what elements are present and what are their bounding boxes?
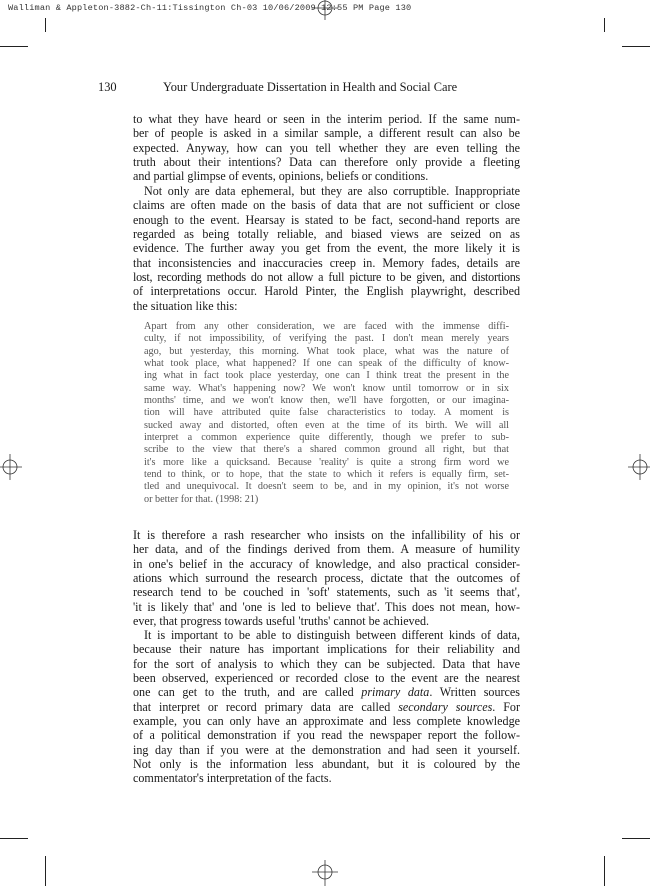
quote-line: months' time, and we won't know then, we'll have forgotten, or our imagina- xyxy=(144,395,509,407)
text-line: claims are often made on the basis of data that are not sufficient or close xyxy=(133,198,520,213)
crop-mark-top-right-v xyxy=(604,18,605,32)
text-run: . For xyxy=(492,699,520,714)
paragraph-2 xyxy=(133,184,520,313)
text-line: expected. Anyway, how can you tell whether they are even telling the xyxy=(133,140,520,155)
text-line xyxy=(133,685,520,699)
registration-mark-right xyxy=(626,454,650,480)
text-line: lost, recording methods do not allow a full picture to be given, and distortions xyxy=(133,270,520,285)
quote-line: what took place, what happened? If one can speak of the difficulty of know- xyxy=(144,358,509,370)
quote-line: scribe to the view that there's a shared common ground all right, but that xyxy=(144,444,509,456)
crop-mark-bottom-left-v xyxy=(45,856,46,886)
crop-mark-bottom-right-h xyxy=(622,838,650,839)
running-head-title: Your Undergraduate Dissertation in Health and Social Care xyxy=(163,80,458,94)
quote-line: tend to think, or to hope, that the state to which it refers is equally firm, set- xyxy=(144,469,509,481)
crop-mark-top-left-h xyxy=(0,46,28,47)
text-line: commentator's interpretation of the facts. xyxy=(133,771,332,786)
quote-line: culty, if not impossibility, of verifying the past. I don't mean merely years xyxy=(144,333,509,345)
term-primary-data: primary data xyxy=(361,685,430,700)
text-run: that interpret or record primary data are called xyxy=(133,699,399,714)
printer-slug: Walliman & Appleton-3882-Ch-11:Tissington Ch-03 10/06/2009 12:55 PM Page 130 xyxy=(8,3,412,13)
text-line xyxy=(133,700,520,714)
quote-line: interpret a common experience quite differently, though we prefer to sub- xyxy=(144,432,509,444)
page-number: 130 xyxy=(98,80,117,94)
text-line: and partial glimpse of events, opinions, beliefs or conditions. xyxy=(133,169,429,184)
text-line: ber of people is asked in a similar sample, a different result can also be xyxy=(133,126,520,141)
crop-mark-bottom-right-v xyxy=(604,856,605,886)
text-line: evidence. The further away you get from the event, the more likely it is xyxy=(133,241,520,256)
text-line: in one's belief in the accuracy of knowledge, and also practical consider- xyxy=(133,556,520,571)
quote-line: or better for that. (1998: 21) xyxy=(144,493,259,505)
text-run: . Written sources xyxy=(429,685,520,700)
text-line: ing day than if you were at the demonstration and had seen it yourself. xyxy=(133,742,520,757)
text-line: Not only are data ephemeral, but they are also corruptible. Inappropriate xyxy=(144,184,520,198)
text-line: 'it is likely that' and 'one is led to believe that'. This does not mean, how- xyxy=(133,599,520,614)
text-line: example, you can only have an approximate and less complete knowledge xyxy=(133,714,520,729)
quote-line: sucked away and distorted, often even at the time of its birth. We will all xyxy=(144,419,509,431)
quote-line: Apart from any other consideration, we are faced with the immense diffi- xyxy=(144,321,509,332)
text-line: of a political demonstration if you read the newspaper report the follow- xyxy=(133,728,520,743)
text-line: It is therefore a rash researcher who insists on the infallibility of his or xyxy=(133,528,520,542)
crop-mark-top-right-h xyxy=(622,46,650,47)
quote-line: tled and unequivocal. It doesn't seem to be, and in my opinion, it's not worse xyxy=(144,481,509,493)
text-line: It is important to be able to distinguish between different kinds of data, xyxy=(144,628,520,642)
text-line: ations which surround the research process, dictate that the outcomes of xyxy=(133,571,520,586)
registration-mark-left xyxy=(0,454,24,480)
crop-mark-bottom-left-h xyxy=(0,838,28,839)
quote-line: tion will have attributed quite false characteristics to today. A moment is xyxy=(144,407,509,419)
term-secondary-sources: secondary sources xyxy=(398,699,493,714)
paragraph-1 xyxy=(133,112,520,184)
running-head xyxy=(0,80,650,96)
text-run: one can get to the truth, and are called xyxy=(133,685,362,700)
registration-mark-bottom xyxy=(312,860,338,886)
quote-line: ago, but yesterday, this morning. What took place, what was the nature of xyxy=(144,345,509,357)
text-line: Not only is the information less abundant, but it is coloured by the xyxy=(133,757,520,772)
text-line: that inconsistencies and inaccuracies creep in. Memory fades, details are xyxy=(133,255,520,270)
registration-mark-top xyxy=(312,0,338,22)
quote-line: it's more like a quicksand. Because 'reality' is quite a strong firm word we xyxy=(144,456,509,468)
text-line: enough to the event. Hearsay is stated to be fact, second-hand reports are xyxy=(133,212,520,227)
quote-line: ing what in fact took place yesterday, one can I think treat the present in the xyxy=(144,370,509,382)
block-quote xyxy=(144,321,509,506)
quote-line: same way. What's happening now? We won't know until tomorrow or in six xyxy=(144,382,509,394)
text-line: for the sort of analysis to which they can be subjected. Data that have xyxy=(133,656,520,671)
text-line: been observed, experienced or recorded close to the event are the nearest xyxy=(133,671,520,686)
text-line: regarded as being totally reliable, and biased views are seized on as xyxy=(133,227,520,242)
paragraph-3 xyxy=(133,528,520,628)
text-line: to what they have heard or seen in the interim period. If the same num- xyxy=(133,112,520,126)
paragraph-4 xyxy=(133,628,520,786)
text-line: the situation like this: xyxy=(133,298,238,313)
text-line: because their nature has important implications for their reliability and xyxy=(133,642,520,657)
text-line: of interpretations occur. Harold Pinter, the English playwright, described xyxy=(133,284,520,299)
text-line: her data, and of the findings derived from them. A measure of humility xyxy=(133,542,520,557)
text-line: truth about their intentions? Data can therefore only provide a fleeting xyxy=(133,155,520,170)
text-line: ever, that progress towards useful 'truths' cannot be achieved. xyxy=(133,614,430,629)
text-line: research tend to be couched in 'soft' statements, such as 'it seems that', xyxy=(133,585,520,600)
crop-mark-top-left-v xyxy=(45,18,46,32)
